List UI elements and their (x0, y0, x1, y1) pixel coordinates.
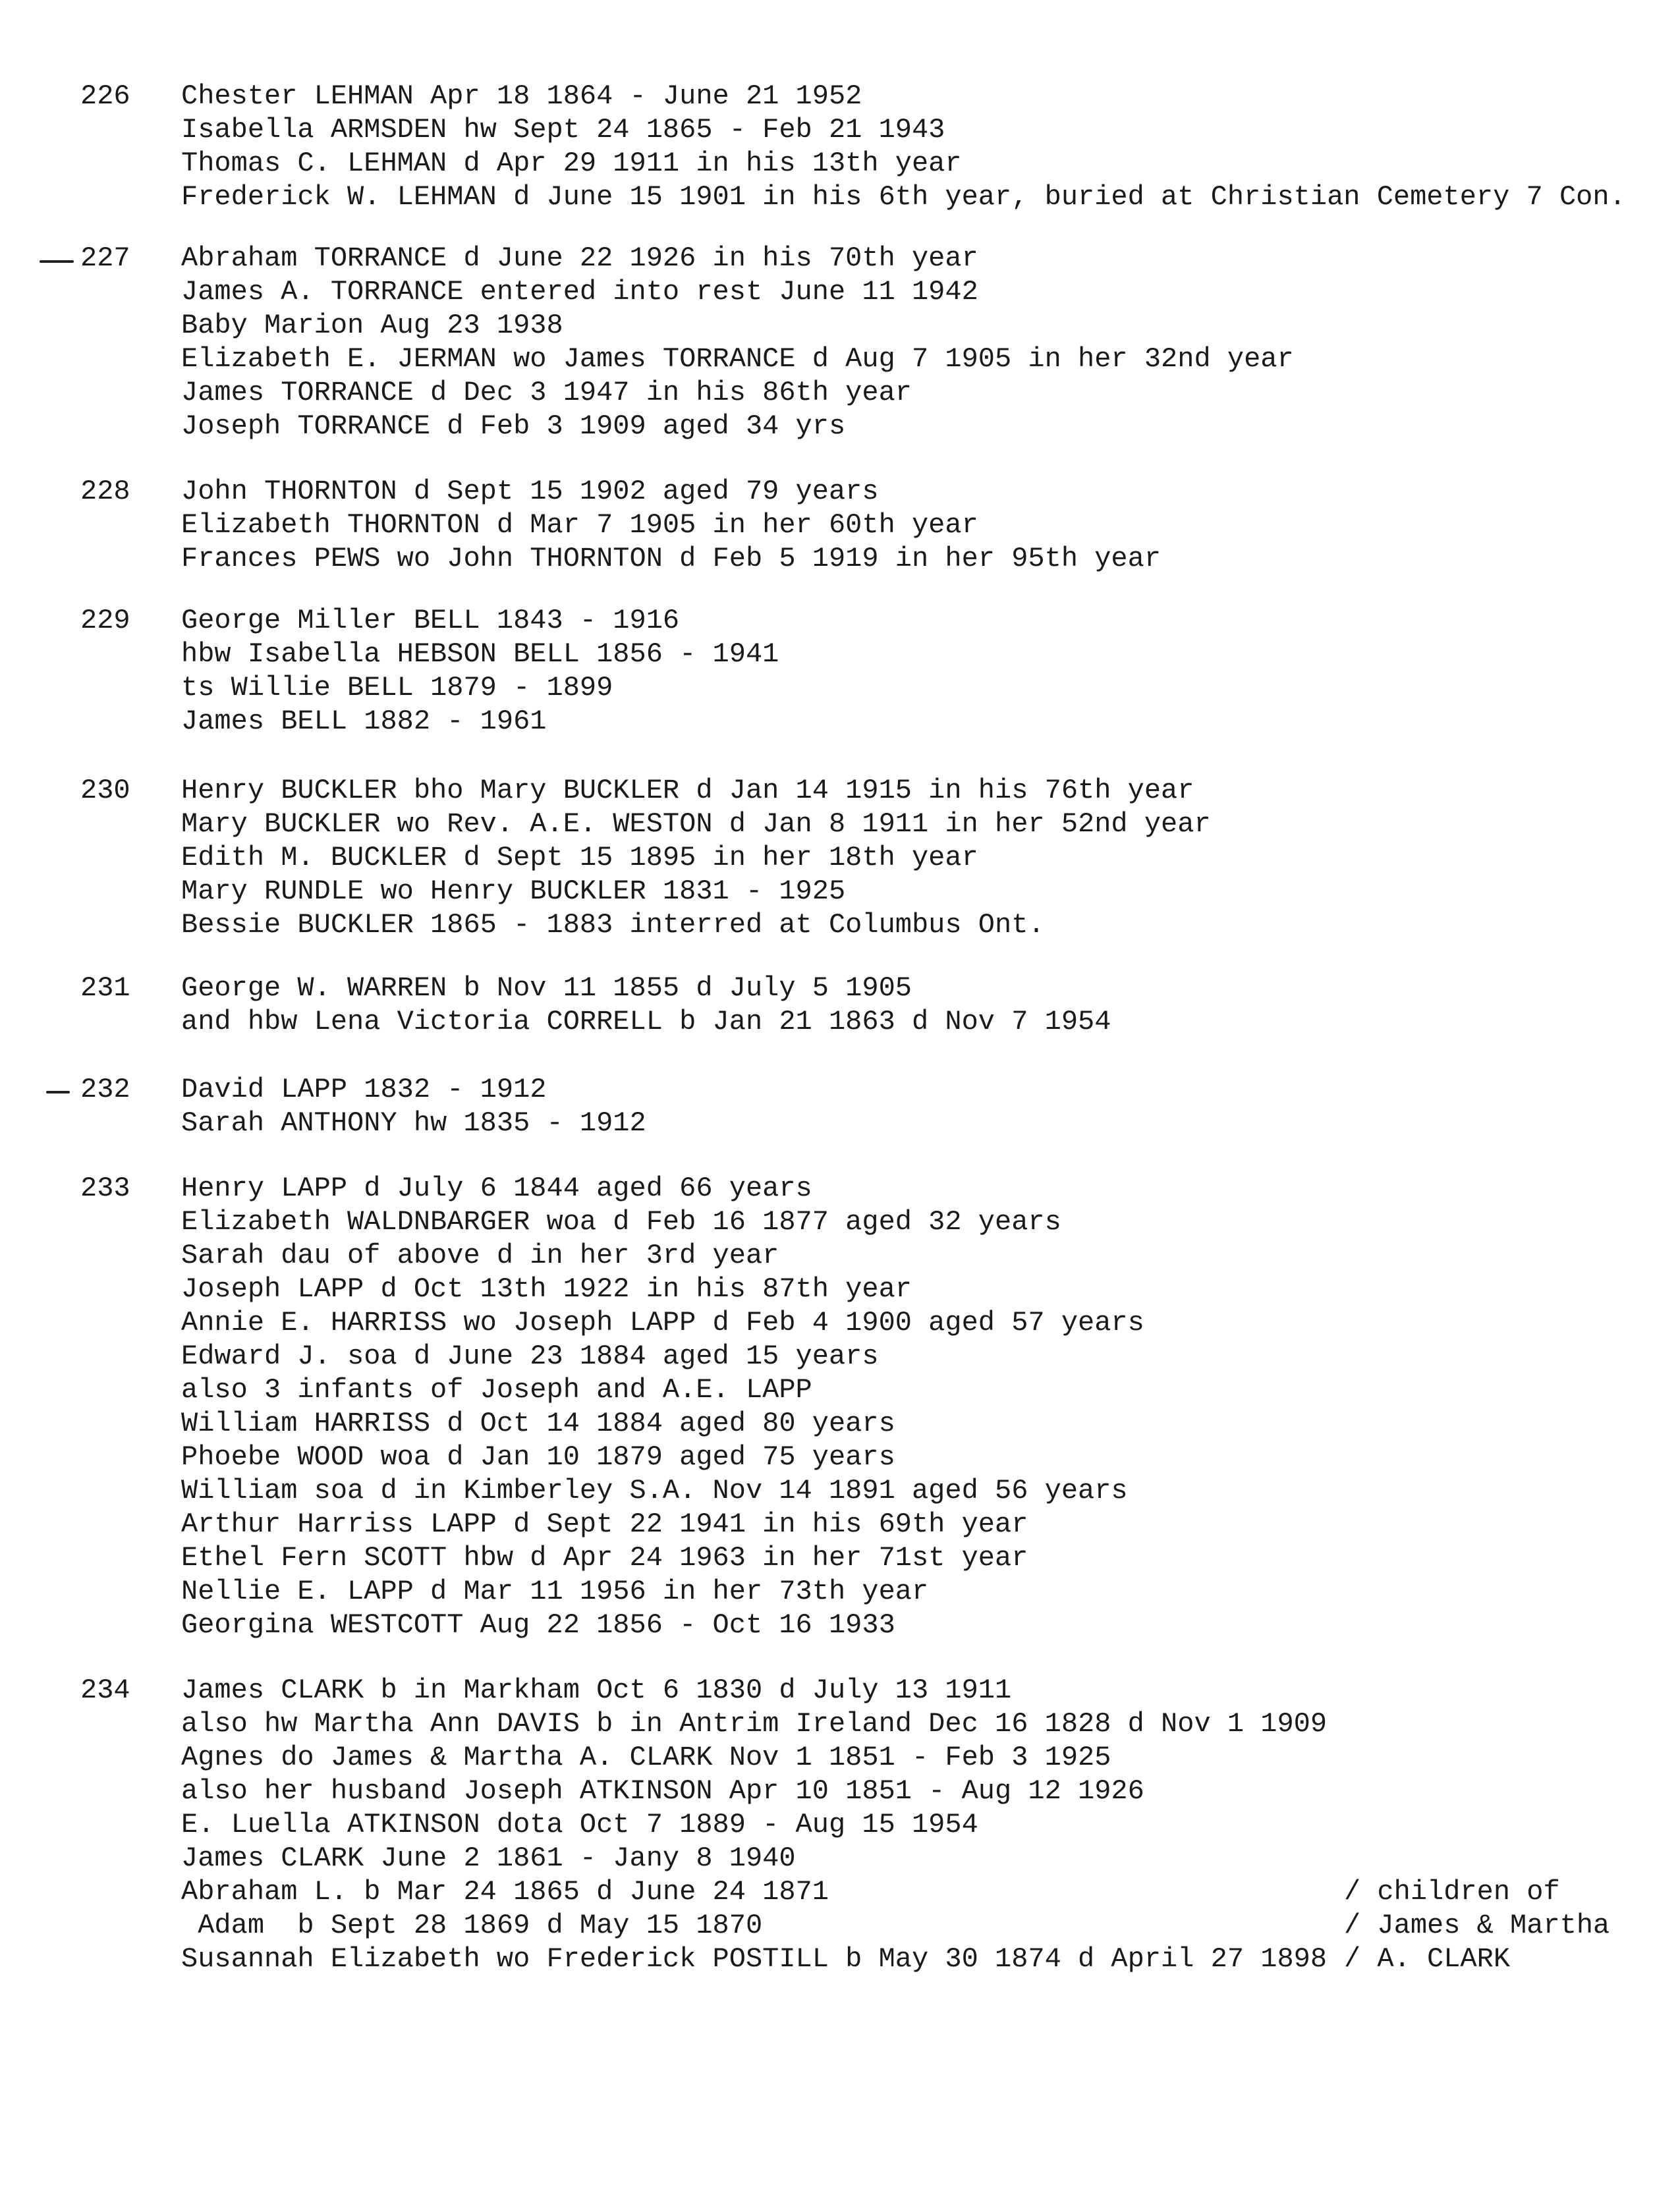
record-line: Phoebe WOOD woa d Jan 10 1879 aged 75 years (181, 1441, 895, 1473)
margin-tick-mark (46, 1091, 70, 1093)
record-line: Annie E. HARRISS wo Joseph LAPP d Feb 4 1900 aged 57 years (181, 1307, 1144, 1339)
record-line: Ethel Fern SCOTT hbw d Apr 24 1963 in her 71st year (181, 1542, 1028, 1574)
record-line: Joseph TORRANCE d Feb 3 1909 aged 34 yrs (181, 410, 846, 442)
entry-number: 231 (80, 972, 130, 1004)
record-line: Bessie BUCKLER 1865 - 1883 interred at Columbus Ont. (181, 909, 1045, 941)
record-line: James A. TORRANCE entered into rest June 11 1942 (181, 276, 978, 308)
entry-lines (181, 80, 1626, 214)
entry-number: 233 (80, 1173, 130, 1204)
record-line: Agnes do James & Martha A. CLARK Nov 1 1851 - Feb 3 1925 (181, 1742, 1111, 1773)
record-line: also her husband Joseph ATKINSON Apr 10 1851 - Aug 12 1926 (181, 1775, 1144, 1807)
record-line: Frances PEWS wo John THORNTON d Feb 5 1919 in her 95th year (181, 543, 1162, 574)
record-line: E. Luella ATKINSON dota Oct 7 1889 - Aug 15 1954 (181, 1809, 978, 1840)
record-line: William HARRISS d Oct 14 1884 aged 80 years (181, 1408, 895, 1439)
side-note-line: / James & Martha (1344, 1910, 1610, 1941)
entry-number: 230 (80, 775, 130, 806)
record-line: Georgina WESTCOTT Aug 22 1856 - Oct 16 1933 (181, 1609, 895, 1641)
record-line: Susannah Elizabeth wo Frederick POSTILL b May 30 1874 d April 27 1898 (181, 1943, 1328, 1975)
record-line: Isabella ARMSDEN hw Sept 24 1865 - Feb 21 1943 (181, 114, 945, 146)
record-line: Elizabeth E. JERMAN wo James TORRANCE d Aug 7 1905 in her 32nd year (181, 343, 1294, 375)
record-line: James BELL 1882 - 1961 (181, 705, 547, 737)
entry-lines (181, 1172, 1144, 1642)
record-line: Elizabeth THORNTON d Mar 7 1905 in her 60th year (181, 509, 978, 541)
record-line: Abraham L. b Mar 24 1865 d June 24 1871 (181, 1876, 829, 1908)
record-line: also 3 infants of Joseph and A.E. LAPP (181, 1374, 812, 1406)
record-line: Mary RUNDLE wo Henry BUCKLER 1831 - 1925 (181, 875, 846, 907)
record-line: Nellie E. LAPP d Mar 11 1956 in her 73th year (181, 1576, 929, 1607)
entry-number: 227 (80, 242, 130, 274)
entry-lines (181, 1073, 646, 1140)
record-line: Henry BUCKLER bho Mary BUCKLER d Jan 14 1915 in his 76th year (181, 775, 1194, 806)
record-line: George Miller BELL 1843 - 1916 (181, 605, 680, 636)
record-line: James CLARK b in Markham Oct 6 1830 d July 13 1911 (181, 1674, 1012, 1706)
record-line: ts Willie BELL 1879 - 1899 (181, 672, 613, 704)
record-line: Abraham TORRANCE d June 22 1926 in his 70th year (181, 242, 978, 274)
record-line: George W. WARREN b Nov 11 1855 d July 5 1905 (181, 972, 912, 1004)
margin-tick-mark (40, 260, 74, 263)
record-line: Chester LEHMAN Apr 18 1864 - June 21 1952 (181, 80, 862, 112)
entry-number: 228 (80, 476, 130, 507)
entry-lines (181, 242, 1294, 443)
entry-number: 234 (80, 1674, 130, 1706)
record-line: Mary BUCKLER wo Rev. A.E. WESTON d Jan 8 1911 in her 52nd year (181, 808, 1211, 840)
entry-number: 229 (80, 605, 130, 636)
entry-lines (181, 604, 779, 738)
side-note-line: / children of (1344, 1876, 1560, 1908)
entry-lines (181, 475, 1161, 576)
record-line: James CLARK June 2 1861 - Jany 8 1940 (181, 1842, 796, 1874)
record-line: Sarah dau of above d in her 3rd year (181, 1240, 779, 1271)
record-line: Elizabeth WALDNBARGER woa d Feb 16 1877 aged 32 years (181, 1206, 1061, 1238)
record-line: Edith M. BUCKLER d Sept 15 1895 in her 18th year (181, 842, 978, 873)
record-line: Thomas C. LEHMAN d Apr 29 1911 in his 13th year (181, 148, 962, 179)
entry-lines (181, 1674, 1327, 1976)
record-line: Arthur Harriss LAPP d Sept 22 1941 in his 69th year (181, 1508, 1028, 1540)
record-line: Henry LAPP d July 6 1844 aged 66 years (181, 1173, 812, 1204)
side-note-line: / A. CLARK (1344, 1943, 1511, 1975)
record-line: Frederick W. LEHMAN d June 15 1901 in his 6th year, buried at Christian Cemetery 7 Con. (181, 181, 1626, 213)
record-line: William soa d in Kimberley S.A. Nov 14 1891 aged 56 years (181, 1475, 1128, 1507)
entry-number: 226 (80, 80, 130, 112)
entry-number: 232 (80, 1074, 130, 1105)
record-line: also hw Martha Ann DAVIS b in Antrim Ireland Dec 16 1828 d Nov 1 1909 (181, 1708, 1328, 1740)
record-line: James TORRANCE d Dec 3 1947 in his 86th year (181, 377, 912, 408)
record-line: David LAPP 1832 - 1912 (181, 1074, 547, 1105)
entry-lines (181, 972, 1111, 1039)
record-line: John THORNTON d Sept 15 1902 aged 79 years (181, 476, 879, 507)
entry-lines (181, 774, 1211, 942)
record-line: hbw Isabella HEBSON BELL 1856 - 1941 (181, 638, 779, 670)
record-line: Sarah ANTHONY hw 1835 - 1912 (181, 1107, 646, 1139)
record-line: and hbw Lena Victoria CORRELL b Jan 21 1863 d Nov 7 1954 (181, 1006, 1111, 1037)
record-line: Baby Marion Aug 23 1938 (181, 310, 563, 341)
record-line: Joseph LAPP d Oct 13th 1922 in his 87th year (181, 1273, 912, 1305)
record-line: Edward J. soa d June 23 1884 aged 15 years (181, 1341, 879, 1372)
record-line: Adam b Sept 28 1869 d May 15 1870 (181, 1910, 763, 1941)
